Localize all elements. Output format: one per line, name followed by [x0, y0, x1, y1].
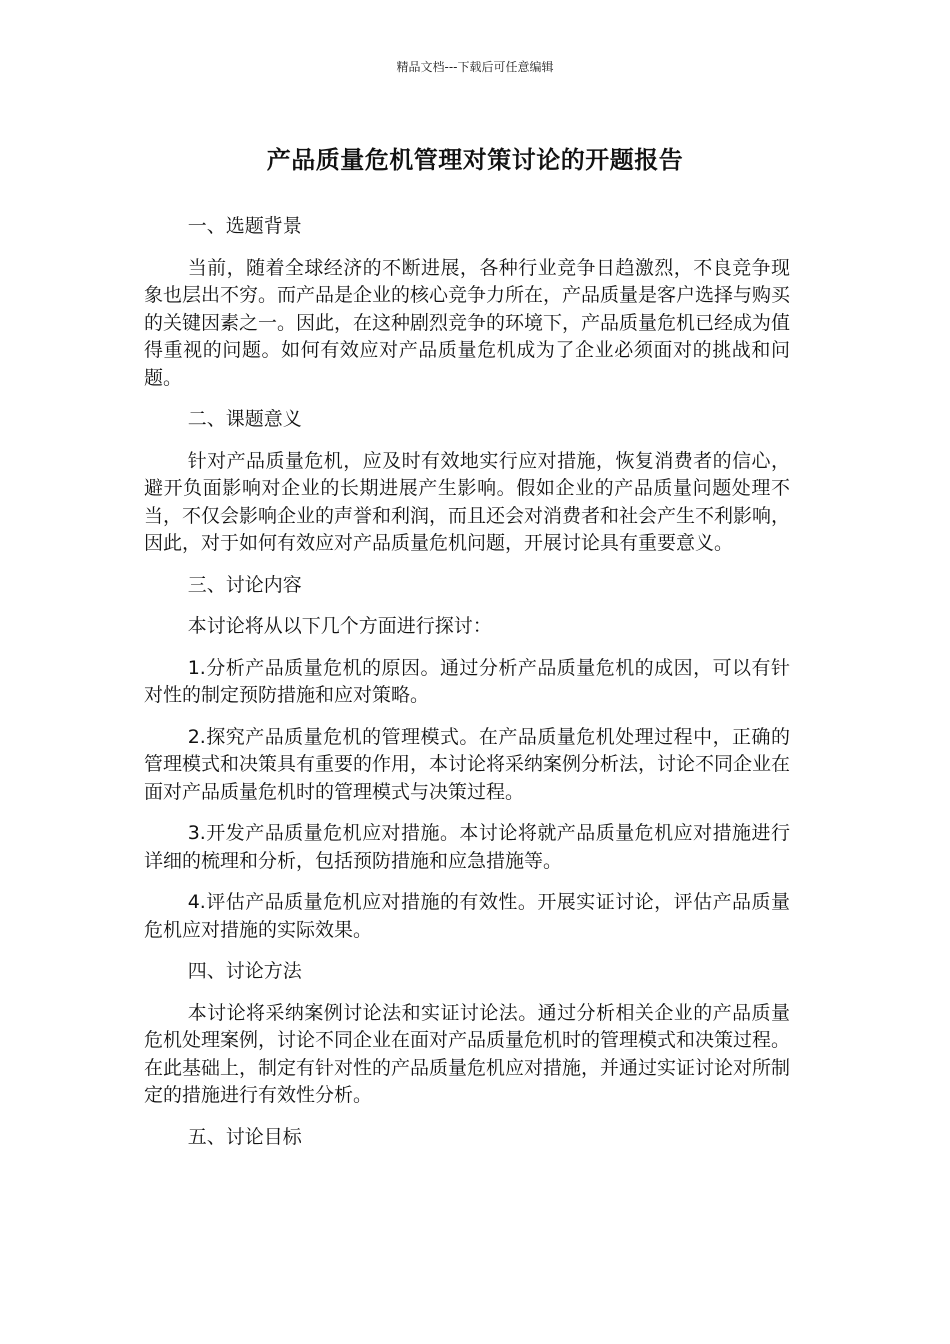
section-heading-content: 三、讨论内容 [187, 573, 302, 596]
paragraph-methods: 本讨论将采纳案例讨论法和实证讨论法。通过分析相关企业的产品质量危机处理案例，讨论不同企业在面对产品质量危机时的管理模式和决策过程。在此基础上，制定有针对性的产品质量危机应对措施，并通过实证讨论对所制定的措施进行有效性分析。 [144, 1001, 791, 1106]
section-heading-significance: 二、课题意义 [187, 408, 302, 430]
section-heading-background: 一、选题背景 [187, 215, 302, 237]
paragraph-significance: 针对产品质量危机，应及时有效地实行应对措施，恢复消费者的信心，避开负面影响对企业的长期进展产生影响。假如企业的产品质量问题处理不当，不仅会影响企业的声誉和利润，而且还会对消费者和社会产生不利影响，因此，对于如何有效应对产品质量危机问题，开展讨论具有重要意义。 [144, 449, 791, 554]
list-item-2: 2.探究产品质量危机的管理模式。在产品质量危机处理过程中，正确的管理模式和决策具有重要的作用，本讨论将采纳案例分析法，讨论不同企业在面对产品质量危机时的管理模式与决策过程。 [144, 725, 791, 803]
paragraph-content-intro: 本讨论将从以下几个方面进行探讨： [187, 615, 492, 637]
section-heading-methods: 四、讨论方法 [187, 960, 302, 982]
list-item-3: 3.开发产品质量危机应对措施。本讨论将就产品质量危机应对措施进行详细的梳理和分析，包括预防措施和应急措施等。 [144, 822, 790, 872]
document-title: 产品质量危机管理对策讨论的开题报告 [266, 146, 684, 174]
list-item-4: 4.评估产品质量危机应对措施的有效性。开展实证讨论，评估产品质量危机应对措施的实际效果。 [144, 891, 790, 941]
list-item-1: 1.分析产品质量危机的原因。通过分析产品质量危机的成因，可以有针对性的制定预防措施和应对策略。 [144, 656, 790, 706]
page-header-note: 精品文档---下载后可任意编辑 [396, 60, 554, 74]
paragraph-background: 当前，随着全球经济的不断进展，各种行业竞争日趋激烈，不良竞争现象也层出不穷。而产品是企业的核心竞争力所在，产品质量是客户选择与购买的关键因素之一。因此，在这种剧烈竞争的环境下，产品质量危机已经成为值得重视的问题。如何有效应对产品质量危机成为了企业必须面对的挑战和问题。 [144, 256, 791, 389]
section-heading-objectives: 五、讨论目标 [187, 1125, 302, 1148]
document-body [144, 213, 790, 1165]
